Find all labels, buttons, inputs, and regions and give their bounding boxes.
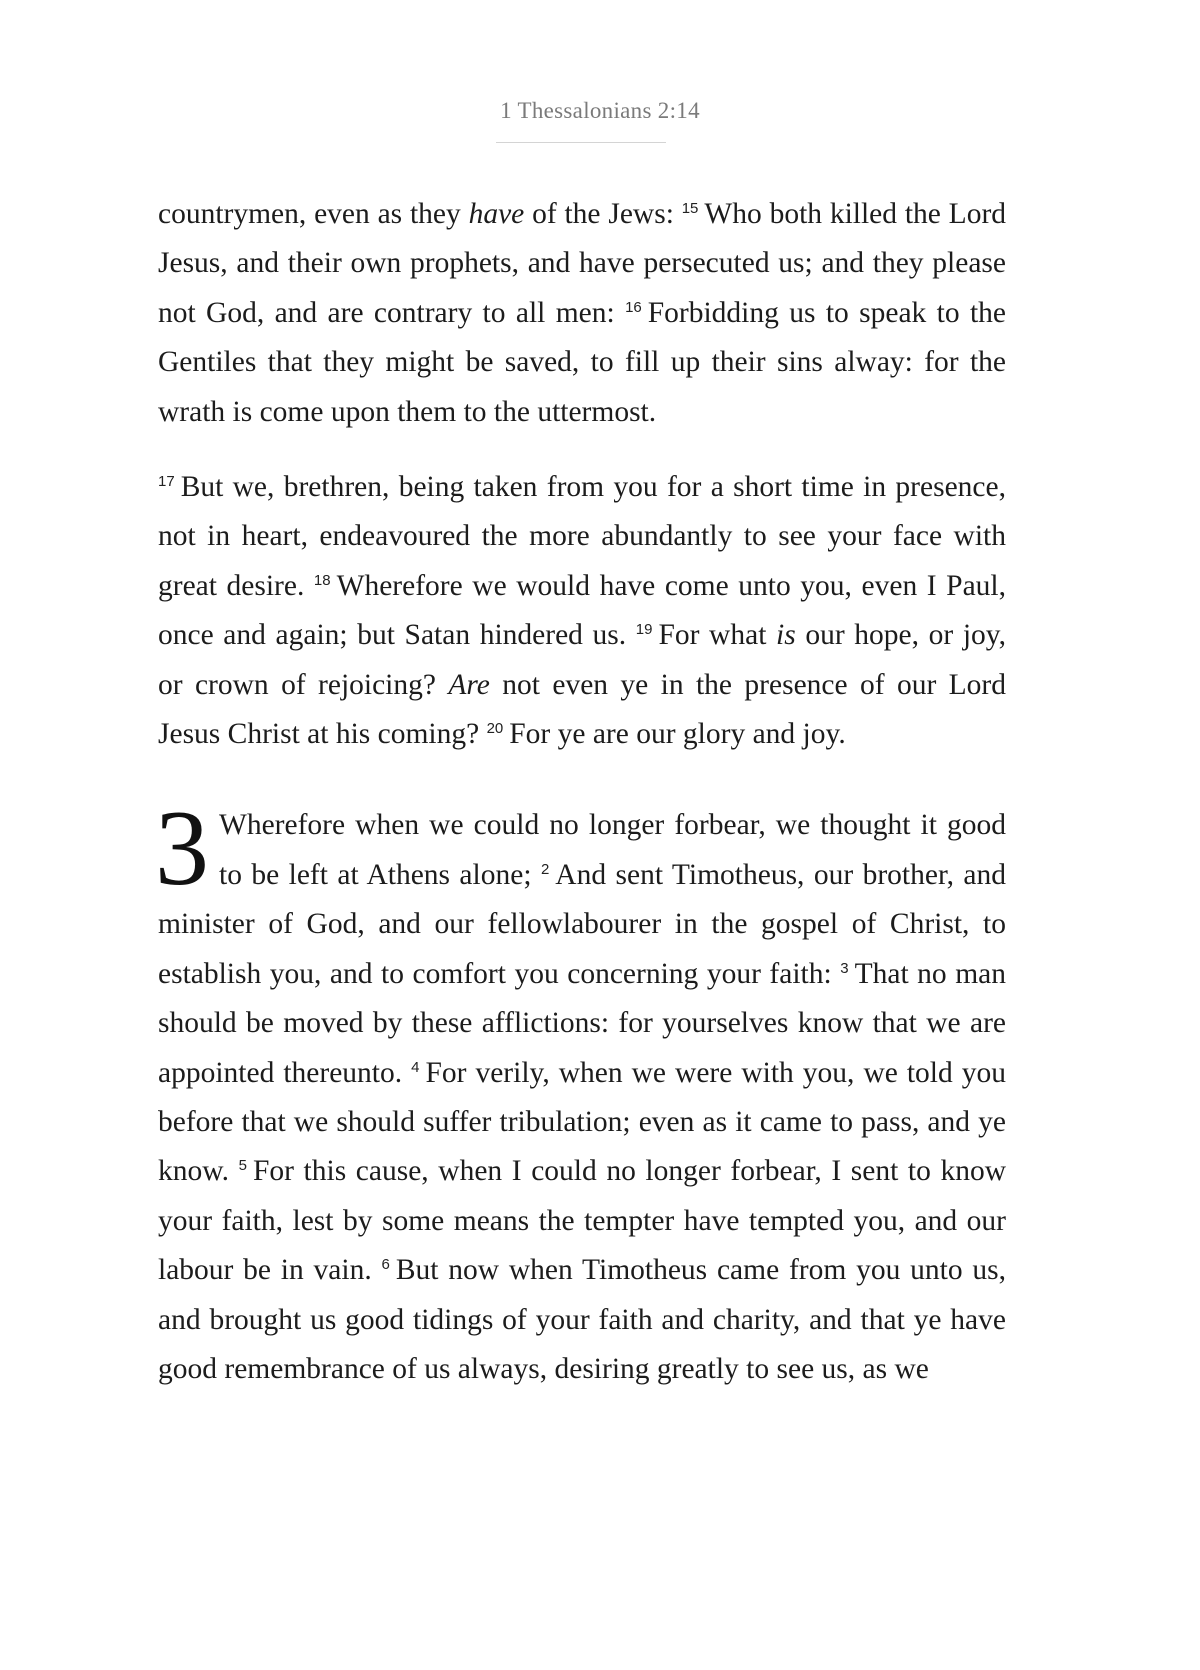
italic-text: have: [468, 198, 525, 230]
verse-number: 5: [238, 1157, 247, 1175]
verse-text: Forbidding us to speak to the Gentiles that they might be saved, to fill up their sins alway: for the wrath is come upon them to the uttermost.: [158, 296, 1006, 428]
verse-number: 19: [635, 621, 653, 639]
chapter-number: 3: [155, 789, 209, 909]
verse-number: 18: [313, 571, 331, 589]
verse-text: For verily, when we were with you, we told you before that we should suffer tribulation; even as it came to pass, and ye know.: [158, 1056, 1006, 1188]
verse-text: of the Jews:: [524, 198, 682, 230]
italic-text: is: [776, 619, 796, 652]
verse-text: And sent Timotheus, our brother, and minister of God, and our fellowlabourer in the gospel of Christ, to establish you, and to comfort you concerning your faith:: [158, 858, 1006, 990]
paragraph: [158, 190, 1006, 437]
verse-text: Wherefore when we could no longer forbear, we thought it good to be left at Athens alone;: [219, 809, 1006, 891]
header-divider: [496, 142, 666, 143]
verse-text: For ye are our glory and joy.: [509, 718, 846, 751]
verse-text: But now when Timotheus came from you unto us, and brought us good tidings of your faith and charity, and that ye have good remembrance of us always, desiring greatly to see us, as we: [158, 1254, 1006, 1385]
verse-number: 2: [540, 860, 550, 878]
italic-text: Are: [448, 668, 490, 701]
scripture-text: [155, 190, 1007, 1394]
verse-text: But we, brethren, being taken from you for a short time in presence, not in heart, endeavoured the more abundantly to see your face with great desire.: [158, 471, 1006, 602]
verse-text: not even ye in the presence of our Lord Jesus Christ at his coming?: [158, 668, 1007, 751]
verse-text: our hope, or joy, or crown of rejoicing?: [158, 619, 1006, 701]
verse-text: For this cause, when I could no longer forbear, I sent to know your faith, lest by some means the tempter have tempted you, and our labour be in vain.: [158, 1155, 1007, 1287]
paragraph: [155, 789, 1007, 1394]
verse-text: countrymen, even as they: [158, 198, 469, 230]
verse-text: For what: [658, 619, 777, 652]
verse-number: 17: [158, 473, 175, 491]
verse-number: 6: [381, 1256, 390, 1274]
verse-text: Who both killed the Lord Jesus, and their own prophets, and have persecuted us; and they please not God, and are contrary to all men:: [158, 198, 1007, 329]
verse-number: 15: [681, 200, 699, 217]
verse-number: 3: [840, 959, 849, 977]
verse-number: 16: [625, 298, 642, 316]
verse-text: That no man should be moved by these afflictions: for yourselves know that we are appointed thereunto.: [158, 957, 1006, 1089]
verse-number: 20: [486, 720, 504, 738]
paragraph: [158, 463, 1006, 759]
verse-text: Wherefore we would have come unto you, even I Paul, once and again; but Satan hindered us.: [158, 569, 1006, 652]
verse-number: 4: [411, 1058, 420, 1076]
running-header: 1 Thessalonians 2:14: [500, 98, 700, 123]
